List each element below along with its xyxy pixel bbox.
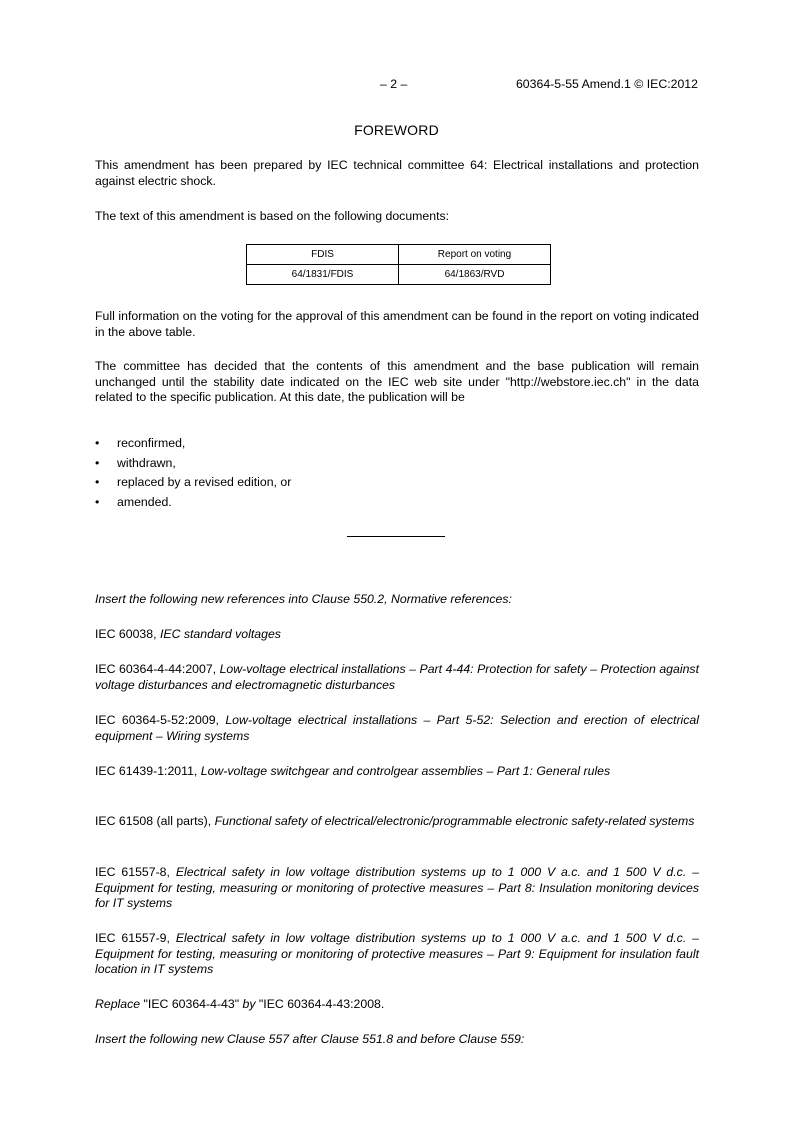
insert-clause-instruction: Insert the following new Clause 557 after Clause 551.8 and before Clause 559:: [95, 1032, 525, 1046]
reference-item: IEC 61557-9, Electrical safety in low voltage distribution systems up to 1 000 V a.c. and 1 500 V d.c. – Equipment for testing, measuring or monitoring of protective measures – Part 9: Equipment for insulation fault location in IT systems: [95, 931, 699, 977]
publication-options-list: [95, 434, 291, 512]
foreword-paragraph-3: Full information on the voting for the approval of this amendment can be found in the report on voting indicated in the above table.: [95, 309, 699, 339]
insert-references-instruction: Insert the following new references into Clause 550.2, Normative references:: [95, 592, 512, 606]
reference-item: IEC 60364-4-44:2007, Low-voltage electrical installations – Part 4-44: Protection for safety – Protection against voltage disturbances and electromagnetic disturbances: [95, 662, 699, 692]
reference-item: IEC 61508 (all parts), Functional safety of electrical/electronic/programmable electronic safety-related systems: [95, 814, 695, 828]
table-row: [247, 265, 551, 285]
list-item: • replaced by a revised edition, or: [95, 473, 291, 493]
reference-item: IEC 61439-1:2011, Low-voltage switchgear and controlgear assemblies – Part 1: General rules: [95, 764, 611, 778]
table-header-cell: Report on voting: [399, 245, 551, 265]
page-header: [0, 77, 793, 93]
document-reference: 60364-5-55 Amend.1 © IEC:2012: [515, 77, 698, 91]
reference-item: IEC 60364-5-52:2009, Low-voltage electrical installations – Part 5-52: Selection and erection of electrical equipment – Wiring systems: [95, 713, 699, 743]
section-title: FOREWORD: [354, 122, 439, 138]
foreword-paragraph-4: The committee has decided that the contents of this amendment and the base publication will remain unchanged until the stability date indicated on the IEC web site under "http://webstore.iec.ch" in the data related to the specific publication. At this date, the publication will be: [95, 359, 699, 405]
separator-rule: [347, 536, 445, 537]
foreword-paragraph-2: The text of this amendment is based on the following documents:: [95, 209, 450, 223]
table-header-row: [247, 245, 551, 265]
foreword-paragraph-1: This amendment has been prepared by IEC technical committee 64: Electrical installations and protection against electric shock.: [95, 158, 699, 188]
replace-instruction: Replace "IEC 60364-4-43" by "IEC 60364-4-43:2008.: [95, 997, 385, 1011]
reference-item: IEC 61557-8, Electrical safety in low voltage distribution systems up to 1 000 V a.c. and 1 500 V d.c. – Equipment for testing, measuring or monitoring of protective measures – Part 8: Insulation monitoring devices for IT systems: [95, 865, 699, 911]
documents-table: [246, 244, 551, 285]
list-item: • amended.: [95, 493, 291, 513]
reference-item: IEC 60038, IEC standard voltages: [95, 627, 281, 641]
list-item: • withdrawn,: [95, 454, 291, 474]
page-number: – 2 –: [380, 77, 408, 91]
table-cell: 64/1863/RVD: [399, 265, 551, 285]
table-cell: 64/1831/FDIS: [247, 265, 399, 285]
list-item: • reconfirmed,: [95, 434, 291, 454]
table-header-cell: FDIS: [247, 245, 399, 265]
